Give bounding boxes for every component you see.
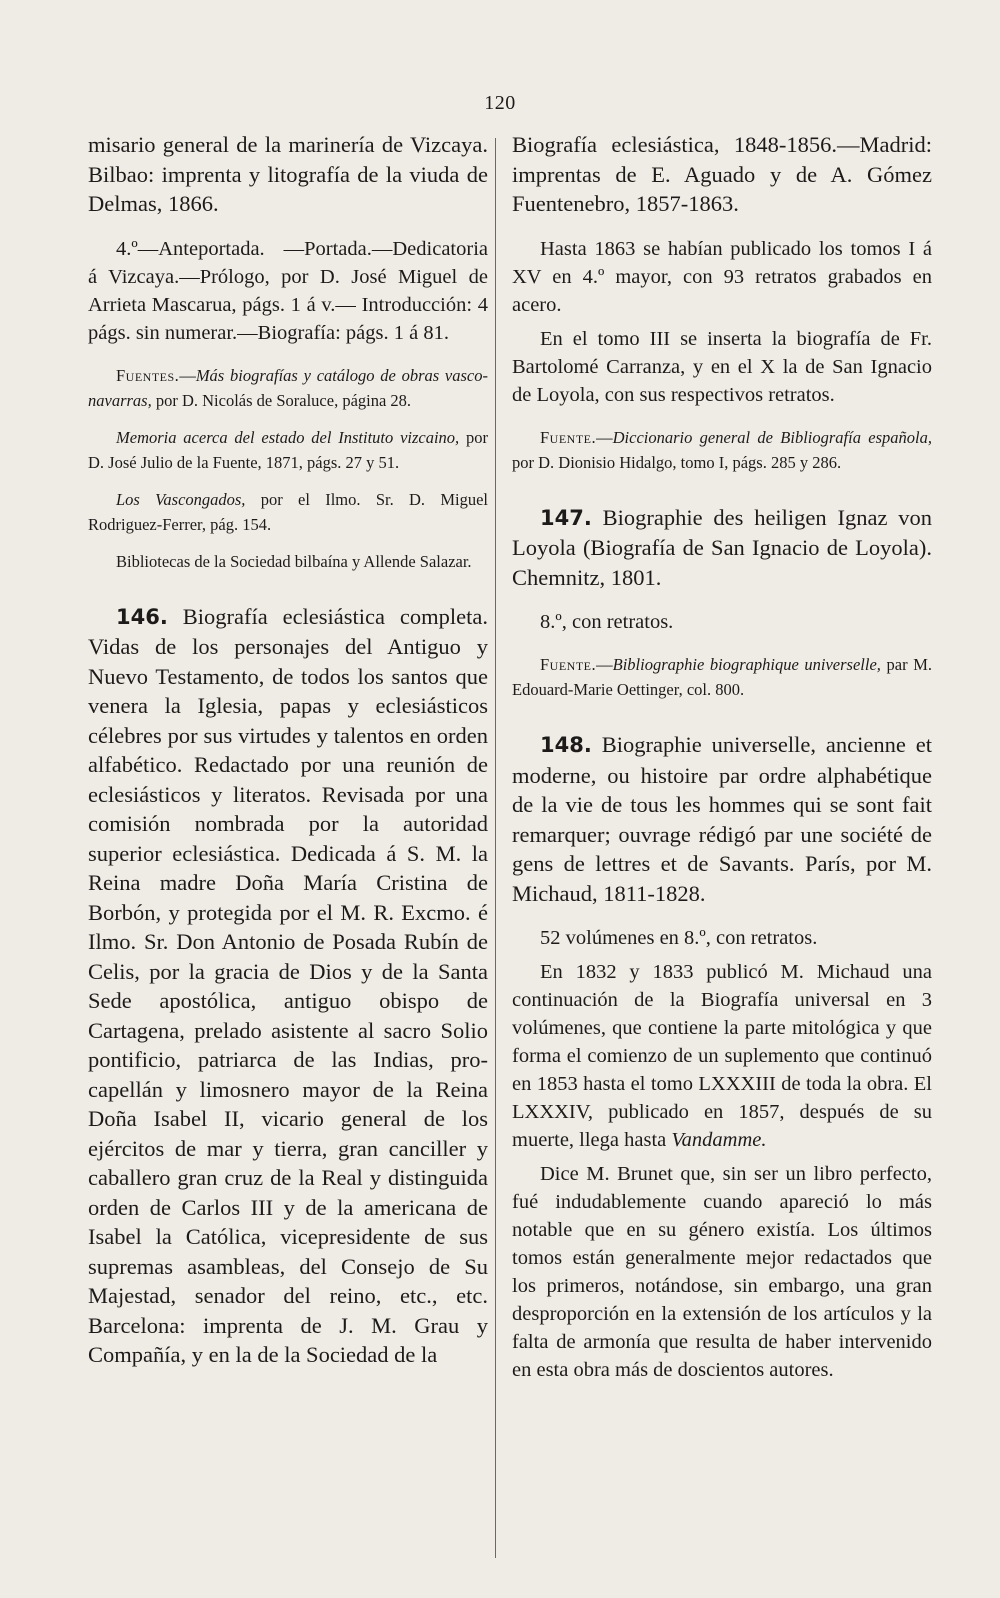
fuente-1-dash: — [596, 427, 613, 447]
source-memoria [88, 425, 488, 475]
column-divider [495, 138, 496, 1558]
entry-148-number: 148. [540, 733, 592, 757]
entry-145-continuation: misario general de la marinería de Vizcaya. Bilbao: imprenta y litografía de la viuda de Delmas, 1866. [88, 132, 488, 216]
fuente-2-title: Bibliographie biographique universelle, [612, 655, 881, 674]
entry-148 [512, 730, 932, 908]
entry-147-fuente [512, 652, 932, 702]
bibliotecas-note: Bibliotecas de la Sociedad bilbaína y Allende Salazar. [116, 551, 472, 571]
vandamme-italic: Vandamme. [671, 1129, 767, 1151]
entry-147 [512, 503, 932, 593]
memoria-rest: por D. José Julio de la Fuente, 1871, págs. 27 y 51. [88, 427, 488, 472]
entry-148-note-1-text: En 1832 y 1833 publicó M. Michaud una continuación de la Biografía universal en 3 volúmenes, que contiene la parte mitológica y que forma el comienzo de un suplemento que continuó en 1853 hasta el tomo LXXXIII de toda la obra. El LXXXIV, publicado en 1857, después de su muerte, llega hasta [512, 961, 932, 1151]
fuente-2-dash: — [596, 655, 613, 674]
fuente-2-rest: par M. Edouard-Marie Oettinger, col. 800. [512, 655, 932, 699]
entry-148-note-2: Dice M. Brunet que, sin ser un libro perfecto, fué indudablemente cuando apareció lo más notable que en su género existía. Los últimos tomos están generalmente mejor redactados que los primeros, notándose, sin embargo, una gran desproporción en la extensión de los artículos y la falta de armonía que resulta de haber intervenido en esta obra más de doscientos autores. [512, 1163, 932, 1381]
fuentes-label: Fuentes. [116, 365, 180, 385]
left-column [88, 130, 488, 1370]
entry-147-text: Biographie des heiligen Ignaz von Loyola (Biografía de San Ignacio de Loyola). Chemnitz, 1801. [512, 504, 932, 590]
right-column [512, 130, 932, 1384]
fuente-2-label: Fuente. [540, 655, 597, 674]
entry-147-description: 8.º, con retratos. [540, 611, 674, 633]
fuentes-rest: por D. Nicolás de Soraluce, página 28. [151, 390, 412, 410]
entry-146-note-2: En el tomo III se inserta la biografía de Fr. Bartolomé Carranza, y en el X la de San Ignacio de Loyola, con sus respectivos retratos. [512, 327, 932, 406]
entry-146-text: Biografía eclesiástica completa. Vidas de los personajes del Antiguo y Nuevo Testamento, de todos los santos que venera la Iglesia, papas y eclesiásticos célebres por sus virtudes y talentos en orden alfabético. Redactado por una reunión de eclesiásticos y literatos. Revisada por una comisión nombrada por la autoridad superior eclesiástica. Dedicada á S. M. la Reina madre Doña María Cristina de Borbón, y protegida por el M. R. Excmo. é Ilmo. Sr. Don Antonio de Posada Rubín de Celis, por la gracia de Dios y de la Santa Sede apostólica, antiguo obispo de Cartagena, prelado asistente al sacro Solio pontificio, patriarca de las Indias, pro-capellán y limosnero mayor de la Reina Doña Isabel II, vicario general de los ejércitos de mar y tierra, gran canciller y caballero gran cruz de la Real y distinguida orden de Carlos III y de la americana de Isabel la Católica, vicepresidente de sus supremas asambleas, del Consejo de Su Majestad, senador del reino, etc., etc. Barcelona: imprenta de J. M. Grau y Compañía, y en la de la Sociedad de la [88, 603, 488, 1367]
entry-146-note-1: Hasta 1863 se habían publicado los tomos I á XV en 4.º mayor, con 93 retratos grabados en acero. [512, 237, 932, 316]
fuente-1-rest: por D. Dionisio Hidalgo, tomo I, págs. 285 y 286. [512, 452, 842, 472]
entry-145-description: 4.º—Anteportada. —Portada.—Dedicatoria á Vizcaya.—Prólogo, por D. José Miguel de Arrieta Mascarua, págs. 1 á v.— Introducción: 4 págs. sin numerar.—Biografía: págs. 1 á 81. [88, 237, 488, 344]
vascongados-rest: por el Ilmo. Sr. D. Miguel Rodriguez-Ferrer, pág. 154. [88, 489, 488, 534]
fuentes-dash: — [179, 365, 196, 385]
fuente-1-label: Fuente. [540, 427, 597, 447]
entry-148-description: 52 volúmenes en 8.º, con retratos. [540, 927, 818, 949]
fuentes-title: Más biografías y catálogo de obras vasco-navarras, [88, 365, 488, 410]
source-vascongados [88, 487, 488, 537]
entry-148-note-1 [512, 958, 932, 1154]
entry-147-number: 147. [540, 505, 592, 530]
memoria-title: Memoria acerca del estado del Instituto vizcaino, [116, 427, 460, 447]
fuente-1-title: Diccionario general de Bibliografía española, [612, 427, 932, 447]
entry-146-number: 146. [116, 604, 168, 629]
vascongados-title: Los Vascongados, [116, 489, 246, 509]
entry-145-fuentes [88, 363, 488, 413]
entry-146 [88, 602, 488, 1370]
page-number: 120 [484, 92, 516, 114]
entry-146-fuente [512, 425, 932, 475]
entry-146-continuation: Biografía eclesiástica, 1848-1856.—Madrid: imprentas de E. Aguado y de A. Gómez Fuentenebro, 1857-1863. [512, 132, 932, 216]
entry-148-text: Biographie universelle, ancienne et moderne, ou histoire par ordre alphabétique de la vie de tous les hommes qui se sont fait remarquer; ouvrage rédigó par une société de gens de lettres et de Savants. París, por M. Michaud, 1811-1828. [512, 732, 932, 906]
